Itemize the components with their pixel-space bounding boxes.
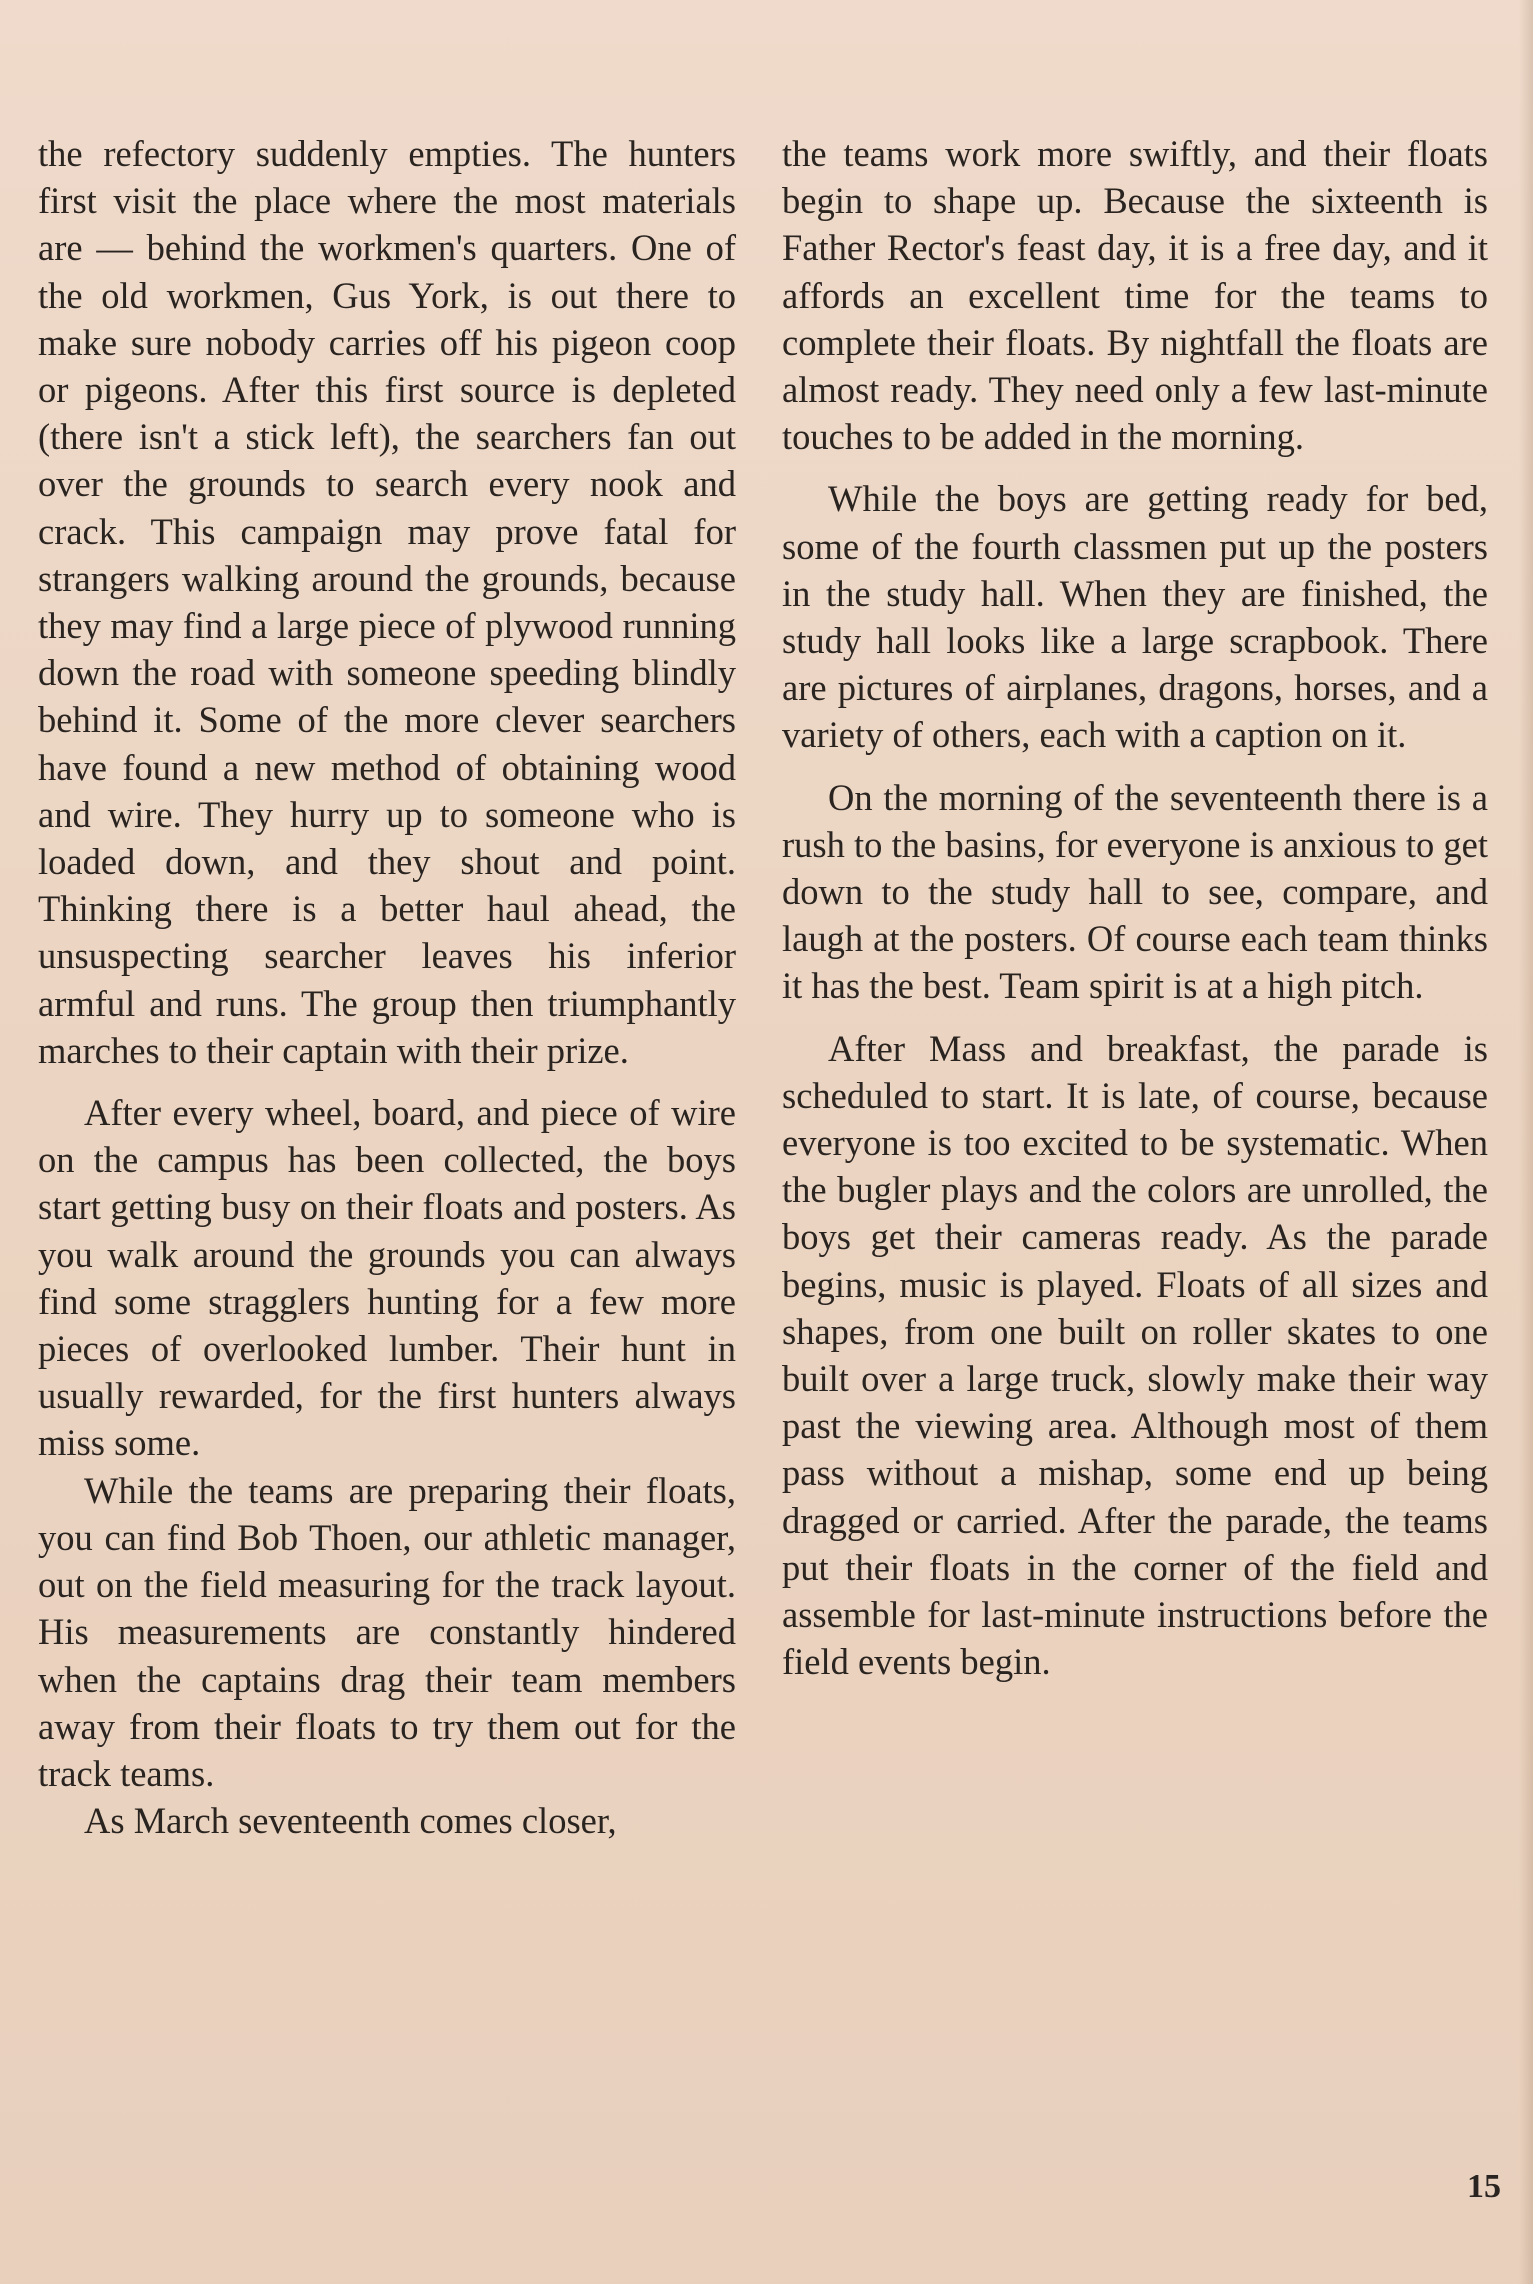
paragraph: the teams work more swiftly, and their floats begin to shape up. Because the sixteenth is Father Rector's feast day, it is a free day, and it affords an excellent time for the teams to complete their floats. By nightfall the floats are almost ready. They need only a few last-minute touches to be added in the morning. <box>782 133 1488 458</box>
paragraph: While the teams are preparing their floats, you can find Bob Thoen, our athletic manager, out on the field measuring for the track layout. His measurements are constantly hindered when the captains drag their team members away from their floats to try them out for the track teams. <box>38 1469 736 1794</box>
left-column <box>38 130 736 1844</box>
right-column <box>782 130 1488 1701</box>
paragraph: As March seventeenth comes closer, <box>84 1800 617 1842</box>
page-edge-shadow <box>1519 0 1533 2284</box>
paragraph: While the boys are getting ready for bed, some of the fourth classmen put up the posters in the study hall. When they are finished, the study hall looks like a large scrapbook. There are pictures of airplanes, dragons, horses, and a variety of others, each with a caption on it. <box>782 478 1488 756</box>
paragraph: On the morning of the seventeenth there is a rush to the basins, for everyone is anxious to get down to the study hall to see, compare, and laugh at the posters. Of course each team thinks it has the best. Team spirit is at a high pitch. <box>782 776 1488 1007</box>
page-number: 15 <box>1467 2168 1501 2205</box>
paragraph: After every wheel, board, and piece of wire on the campus has been collected, the boys start getting busy on their floats and posters. As you walk around the grounds you can always find some stragglers hunting for a few more pieces of overlooked lumber. Their hunt in usually rewarded, for the first hunters always miss some. <box>38 1092 736 1464</box>
paragraph: After Mass and breakfast, the parade is scheduled to start. It is late, of course, because everyone is too excited to be systematic. When the bugler plays and the colors are unrolled, the boys get their cameras ready. As the parade begins, music is played. Floats of all sizes and shapes, from one built on roller skates to one built over a large truck, slowly make their way past the viewing area. Although most of them pass without a mishap, some end up being dragged or carried. After the parade, the teams put their floats in the corner of the field and assemble for last-minute instructions before the field events begin. <box>782 1027 1488 1683</box>
paragraph: the refectory suddenly empties. The hunters first visit the place where the most materials are — behind the workmen's quarters. One of the old workmen, Gus York, is out there to make sure nobody carries off his pigeon coop or pigeons. After this first source is depleted (there isn't a stick left), the searchers fan out over the grounds to search every nook and crack. This campaign may prove fatal for strangers walking around the grounds, because they may find a large piece of plywood running down the road with someone speeding blindly behind it. Some of the more clever searchers have found a new method of obtaining wood and wire. They hurry up to someone who is loaded down, and they shout and point. Thinking there is a better haul ahead, the unsuspecting searcher leaves his inferior armful and runs. The group then triumphantly marches to their captain with their prize. <box>38 133 736 1071</box>
